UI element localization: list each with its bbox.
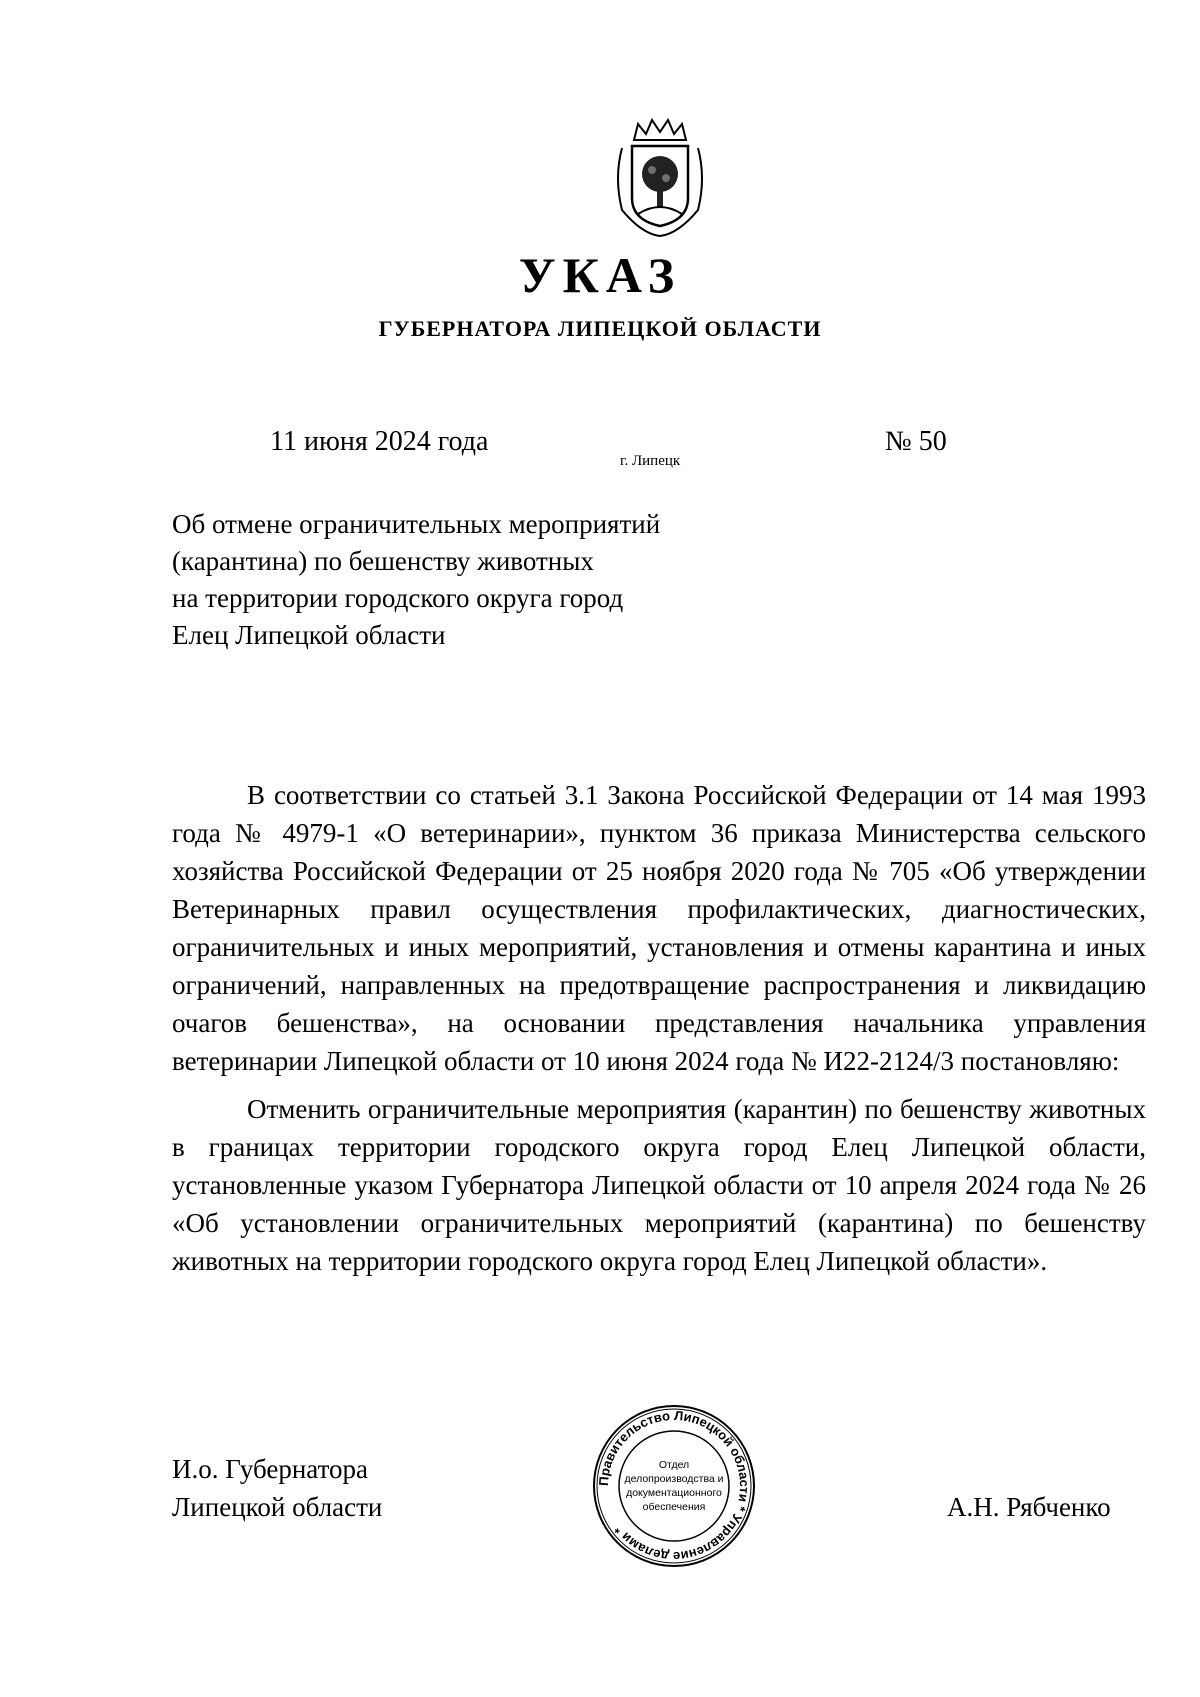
document-subject [172, 506, 732, 654]
stamp-outer-text: Правительство Липецкой области * Управление делами * [595, 1407, 753, 1565]
body-paragraph: Отменить ограничительные мероприятия (карантин) по бешенству животных в границах территории городского округа город Елец Липецкой области, установленные указом Губернатора Липецкой области от 10 апреля 2024 года № 26 «Об установлении ограничительных мероприятий (карантина) по бешенству животных на территории городского округа город Елец Липецкой области». [172, 1094, 1146, 1276]
subject-line: (карантина) по бешенству животных [172, 546, 594, 576]
signatory-position [172, 1450, 382, 1526]
document-body [172, 776, 1146, 1280]
stamp-inner-line: документационного [626, 1487, 722, 1499]
document-type: УКАЗ [518, 247, 682, 303]
document-city: г. Липецк [620, 453, 681, 469]
body-paragraph: В соответствии со статьей 3.1 Закона Российской Федерации от 14 мая 1993 года № 4979-1 «О ветеринарии», пунктом 36 приказа Министерства сельского хозяйства Российской Федерации от 25 ноября 2020 года № 705 «Об утверждении Ветеринарных правил осуществления профилактических, диагностических, ограничительных и иных мероприятий, установления и отмены карантина и иных ограничений, направленных на предотвращение распространения и ликвидацию очагов бешенства», на основании представления начальника управления ветеринарии Липецкой области от 10 июня 2024 года № И22-2124/3 постановляю: [172, 780, 1146, 1076]
subject-line: Елец Липецкой области [172, 620, 446, 650]
signatory-position-line: Липецкой области [172, 1492, 383, 1522]
subject-line: Об отмене ограничительных мероприятий [172, 509, 661, 539]
stamp-inner-line: обеспечения [642, 1501, 706, 1513]
stamp-inner-line: делопроизводства и [624, 1473, 724, 1485]
document-date: 11 июня 2024 года [270, 426, 489, 457]
document-issuer: ГУБЕРНАТОРА ЛИПЕЦКОЙ ОБЛАСТИ [378, 316, 822, 341]
coat-of-arms-icon [612, 118, 708, 238]
signatory-position-line: И.о. Губернатора [172, 1454, 369, 1484]
official-stamp [590, 1402, 758, 1570]
signatory-name: А.Н. Рябченко [947, 1492, 1111, 1522]
subject-line: на территории городского округа город [172, 583, 624, 613]
document-number: № 50 [885, 426, 947, 457]
stamp-inner-line: Отдел [658, 1459, 690, 1471]
